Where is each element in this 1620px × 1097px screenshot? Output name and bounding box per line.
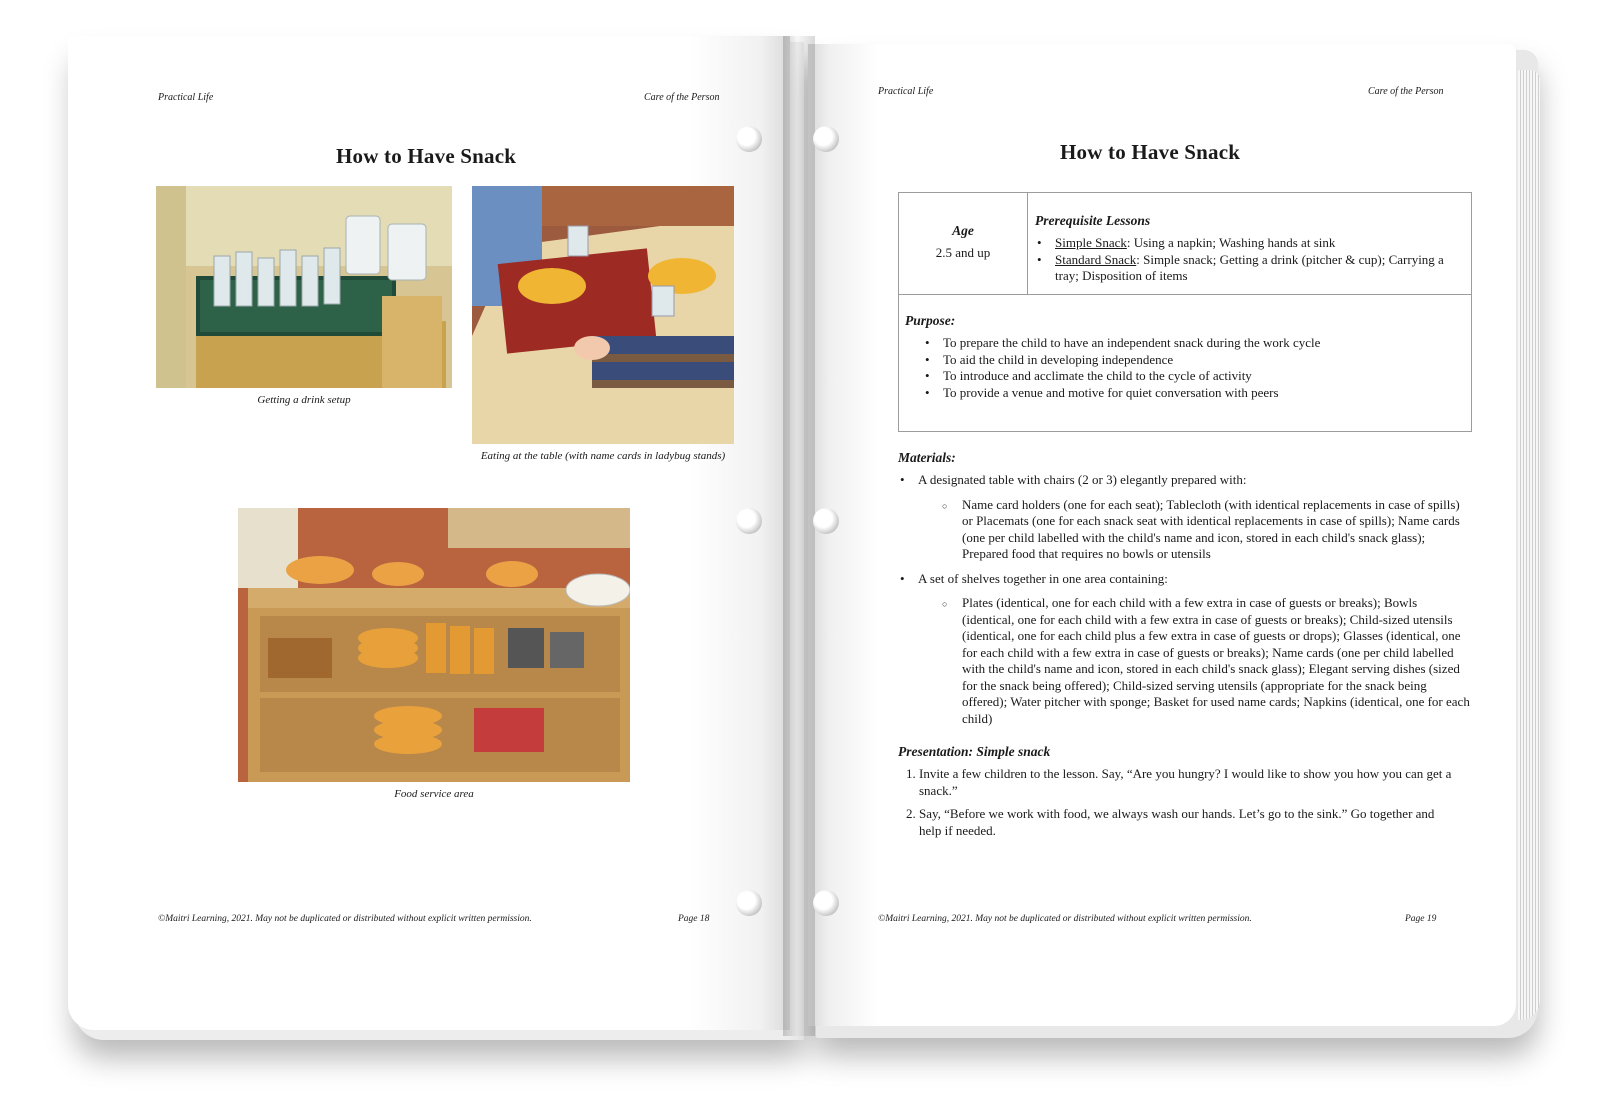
materials-item-text: A set of shelves together in one area containing: — [918, 570, 1168, 586]
materials-subitem: ○ Name card holders (one for each seat); Tablecloth (with identical replacements in case of spills) or Placemats (one for each snack seat with identical replacements in case of spills); Name cards (one per child labelled with the child's name and icon, stored in each child's snack glass); Prepared food that requires no bowls or utensils — [942, 497, 1470, 563]
left-page — [68, 36, 790, 1030]
left-footer-copyright: ©Maitri Learning, 2021. May not be duplicated or distributed without explicit written permission. — [158, 914, 532, 924]
left-footer-page-number: Page 18 — [678, 914, 710, 924]
purpose-list — [923, 335, 1461, 401]
right-page-title: How to Have Snack — [1060, 140, 1241, 164]
presentation-step: 2. Say, “Before we work with food, we always wash our hands. Let’s go to the sink.” Go together and help if needed. — [919, 806, 1460, 839]
presentation-step: 1. Invite a few children to the lesson. Say, “Are you hungry? I would like to show you how you can get a snack.” — [919, 766, 1460, 799]
purpose-item: • To aid the child in developing independence — [923, 352, 1461, 369]
prereq-item — [1035, 235, 1463, 252]
photo-drink-setup — [156, 186, 452, 388]
materials-sublist — [942, 595, 1470, 727]
binder-hole — [736, 890, 762, 916]
presentation-section — [898, 744, 1460, 839]
materials-subitem: ○ Plates (identical, one for each child with a few extra in case of guests or breaks); Bowls (identical, one for each child with a few extra in case of guests or breaks); Child-sized utensils (identical, one for each child plus a few extra in case of guests or drops); Glasses (identical, one for each child with a few extra in case of guests or breaks); Name cards (one per child labelled with the child's name and icon, stored in each child's snack glass); Elegant serving dishes (sized for the snack being offered); Child-sized serving utensils (appropriate for the snack being offered); Water pitcher with sponge; Basket for used name cards; Napkins (identical, one for each child) — [942, 595, 1470, 727]
materials-section — [898, 450, 1470, 727]
book-gutter — [783, 36, 815, 1036]
age-label: Age — [952, 223, 974, 238]
presentation-steps — [898, 766, 1460, 839]
page-edges — [1518, 70, 1540, 1020]
caption-food-service: Food service area — [394, 788, 474, 800]
purpose-item: • To introduce and acclimate the child to the cycle of activity — [923, 368, 1461, 385]
prereq-link[interactable]: Simple Snack — [1055, 235, 1127, 250]
lesson-info-table — [898, 192, 1472, 432]
right-header-section: Practical Life — [878, 86, 934, 97]
materials-item-text: A designated table with chairs (2 or 3) elegantly prepared with: — [918, 472, 1247, 487]
materials-label: Materials: — [898, 450, 956, 465]
binder-hole — [813, 890, 839, 916]
prereq-link[interactable]: Standard Snack — [1055, 251, 1137, 267]
right-page — [808, 44, 1516, 1026]
materials-item — [898, 571, 1470, 728]
left-page-title: How to Have Snack — [336, 144, 517, 168]
binder-hole — [736, 508, 762, 534]
right-header-chapter: Care of the Person — [1368, 86, 1444, 97]
prereq-list — [1035, 235, 1463, 285]
purpose-item: • To provide a venue and motive for quiet conversation with peers — [923, 385, 1461, 402]
prereq-label: Prerequisite Lessons — [1035, 213, 1151, 228]
purpose-label: Purpose: — [905, 313, 956, 328]
presentation-label: Presentation: Simple snack — [898, 744, 1051, 759]
caption-eating-table: Eating at the table (with name cards in ladybug stands) — [480, 450, 726, 462]
photo-eating-table — [472, 186, 734, 444]
binder-hole — [813, 508, 839, 534]
caption-drink-setup: Getting a drink setup — [257, 394, 351, 406]
right-footer-page-number: Page 19 — [1405, 914, 1437, 924]
purpose-item: • To prepare the child to have an independent snack during the work cycle — [923, 335, 1461, 352]
photo-food-service — [238, 508, 630, 782]
materials-sublist — [942, 497, 1470, 563]
binder-hole — [813, 126, 839, 152]
purpose-cell — [905, 313, 1461, 401]
prereq-text: : Simple snack; Getting a drink (pitcher & cup); Carrying a tray; Disposition of items — [1055, 251, 1444, 283]
prereq-cell — [1035, 213, 1463, 285]
age-value: 2.5 and up — [935, 245, 991, 260]
materials-list — [898, 472, 1470, 727]
prereq-item — [1035, 252, 1463, 285]
left-header-section: Practical Life — [158, 92, 214, 103]
prereq-text: : Using a napkin; Washing hands at sink — [1126, 235, 1336, 250]
age-cell — [899, 193, 1028, 294]
table-row-age-prereq — [899, 193, 1471, 295]
binder-hole — [736, 126, 762, 152]
right-footer-copyright: ©Maitri Learning, 2021. May not be duplicated or distributed without explicit written permission. — [878, 914, 1252, 924]
left-header-chapter: Care of the Person — [644, 92, 720, 103]
materials-item — [898, 472, 1470, 563]
open-book — [68, 36, 1538, 1046]
